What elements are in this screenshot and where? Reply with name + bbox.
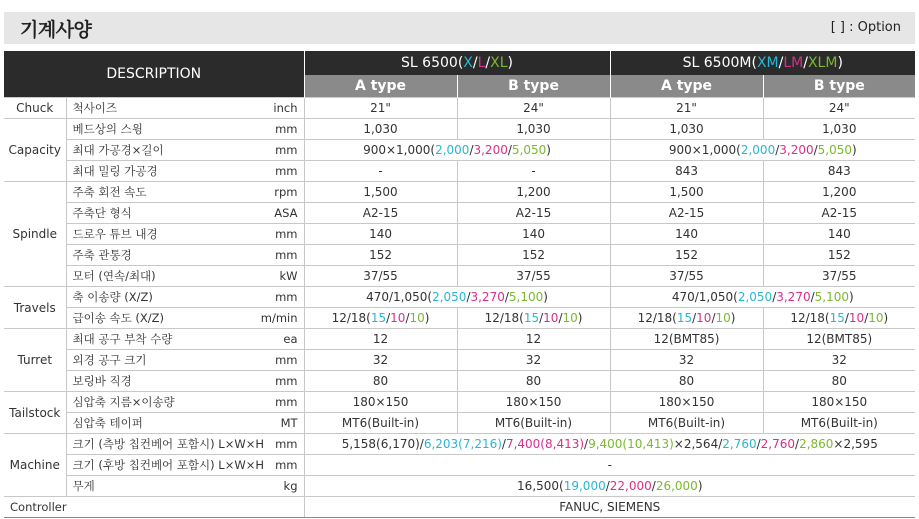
spec-unit: MT [242,413,304,434]
spec-unit: inch [242,98,304,119]
table-row [4,308,915,329]
spec-value: - [457,161,610,182]
spec-label: 주축 회전 속도 [66,182,242,203]
spec-value: A2-15 [763,203,915,224]
spec-value: 32 [457,350,610,371]
table-row [4,203,915,224]
spec-unit: mm [242,119,304,140]
spec-unit: kW [242,266,304,287]
spec-value: 80 [457,371,610,392]
spec-value: 24" [457,98,610,119]
spec-value: 180×150 [763,392,915,413]
spec-value: 1,030 [457,119,610,140]
spec-unit: kg [242,476,304,497]
category-label: Tailstock [4,392,66,434]
spec-label: 크기 (후방 칩컨베어 포함시) L×W×H [66,455,242,476]
spec-value: 470/1,050(2,050/3,270/5,100) [304,287,610,308]
spec-unit: mm [242,245,304,266]
spec-value: 32 [610,350,763,371]
table-row [4,371,915,392]
spec-value: 1,200 [457,182,610,203]
model-header-sl6500: SL 6500(X/L/XL) [304,51,610,75]
spec-unit: mm [242,434,304,455]
spec-value: 12/18(15/10/10) [457,308,610,329]
spec-unit: mm [242,392,304,413]
category-label: Capacity [4,119,66,182]
spec-label: 급이송 속도 (X/Z) [66,308,242,329]
spec-value: 80 [304,371,457,392]
table-row [4,350,915,371]
spec-value: 16,500(19,000/22,000/26,000) [304,476,915,497]
spec-unit: ea [242,329,304,350]
table-row [4,476,915,497]
spec-label: 무게 [66,476,242,497]
spec-value: 21" [610,98,763,119]
spec-value: 12/18(15/10/10) [763,308,915,329]
type-header: A type [304,75,457,98]
spec-value: 140 [763,224,915,245]
spec-unit: mm [242,161,304,182]
spec-unit: mm [242,140,304,161]
spec-value: 140 [304,224,457,245]
spec-value: A2-15 [610,203,763,224]
category-label: Machine [4,434,66,497]
spec-value: 470/1,050(2,050/3,270/5,100) [610,287,915,308]
spec-label: 최대 가공경×길이 [66,140,242,161]
category-label: Travels [4,287,66,329]
table-row [4,413,915,434]
spec-unit: mm [242,287,304,308]
spec-value: 32 [763,350,915,371]
spec-value: A2-15 [304,203,457,224]
model-header-sl6500m: SL 6500M(XM/LM/XLM) [610,51,915,75]
spec-label: 주축 관통경 [66,245,242,266]
spec-value: 1,030 [763,119,915,140]
spec-value: 180×150 [304,392,457,413]
spec-value: 80 [610,371,763,392]
spec-value: 140 [610,224,763,245]
table-row [4,329,915,350]
spec-value: 843 [610,161,763,182]
spec-value: 152 [763,245,915,266]
table-row [4,266,915,287]
spec-value: 152 [610,245,763,266]
page-title: 기계사양 [20,19,92,41]
table-row [4,434,915,455]
spec-label: 모터 (연속/최대) [66,266,242,287]
table-row [4,182,915,203]
spec-value: 180×150 [457,392,610,413]
spec-value: MT6(Built-in) [610,413,763,434]
spec-unit: mm [242,350,304,371]
table-row [4,392,915,413]
spec-value: 1,500 [304,182,457,203]
spec-value: 140 [457,224,610,245]
spec-value: 1,030 [304,119,457,140]
spec-unit: ASA [242,203,304,224]
spec-value: - [304,161,457,182]
spec-unit: mm [242,455,304,476]
spec-unit: rpm [242,182,304,203]
spec-label: 최대 밀링 가공경 [66,161,242,182]
spec-label: 외경 공구 크기 [66,350,242,371]
spec-table [4,51,915,518]
table-row [4,119,915,140]
spec-value: - [304,455,915,476]
spec-value: 12/18(15/10/10) [610,308,763,329]
table-row [4,287,915,308]
option-legend: [ ] : Option [830,20,901,35]
spec-value: 1,500 [610,182,763,203]
table-row [4,497,915,518]
spec-value: 12 [304,329,457,350]
spec-label: 심압축 지름×이송량 [66,392,242,413]
spec-label: 크기 (측방 칩컨베어 포함시) L×W×H [66,434,242,455]
spec-value: MT6(Built-in) [457,413,610,434]
spec-unit: m/min [242,308,304,329]
description-header: DESCRIPTION [4,51,304,98]
category-label: Controller [4,497,304,518]
spec-label: 드로우 튜브 내경 [66,224,242,245]
spec-unit: mm [242,224,304,245]
category-label: Spindle [4,182,66,287]
type-header: B type [763,75,915,98]
type-header: B type [457,75,610,98]
spec-value: 37/55 [304,266,457,287]
spec-value: 37/55 [610,266,763,287]
spec-value: 37/55 [457,266,610,287]
category-label: Turret [4,329,66,392]
spec-label: 척사이즈 [66,98,242,119]
table-row [4,98,915,119]
spec-value: 32 [304,350,457,371]
category-label: Chuck [4,98,66,119]
type-header: A type [610,75,763,98]
spec-label: 축 이송량 (X/Z) [66,287,242,308]
spec-value: 1,200 [763,182,915,203]
spec-value: 12 [457,329,610,350]
table-row [4,455,915,476]
spec-value: 5,158(6,170)/6,203(7,216)/7,400(8,413)/9,400(10,413)×2,564/2,760/2,760/2,860×2,595 [304,434,915,455]
spec-value: A2-15 [457,203,610,224]
title-bar [4,12,915,44]
spec-label: 심압축 테이퍼 [66,413,242,434]
spec-value: 152 [457,245,610,266]
table-row [4,245,915,266]
table-row [4,224,915,245]
spec-value: MT6(Built-in) [304,413,457,434]
spec-value: 12(BMT85) [610,329,763,350]
spec-value: 80 [763,371,915,392]
spec-label: 보링바 직경 [66,371,242,392]
spec-value: 37/55 [763,266,915,287]
spec-value: MT6(Built-in) [763,413,915,434]
spec-value: 12(BMT85) [763,329,915,350]
spec-label: 베드상의 스윙 [66,119,242,140]
spec-value: 1,030 [610,119,763,140]
table-row [4,161,915,182]
spec-label: 최대 공구 부착 수량 [66,329,242,350]
spec-value: 24" [763,98,915,119]
spec-unit: mm [242,371,304,392]
spec-value: 12/18(15/10/10) [304,308,457,329]
spec-value: FANUC, SIEMENS [304,497,915,518]
spec-label: 주축단 형식 [66,203,242,224]
spec-value: 900×1,000(2,000/3,200/5,050) [304,140,610,161]
spec-value: 180×150 [610,392,763,413]
table-row [4,140,915,161]
spec-value: 843 [763,161,915,182]
spec-value: 152 [304,245,457,266]
spec-value: 21" [304,98,457,119]
spec-value: 900×1,000(2,000/3,200/5,050) [610,140,915,161]
